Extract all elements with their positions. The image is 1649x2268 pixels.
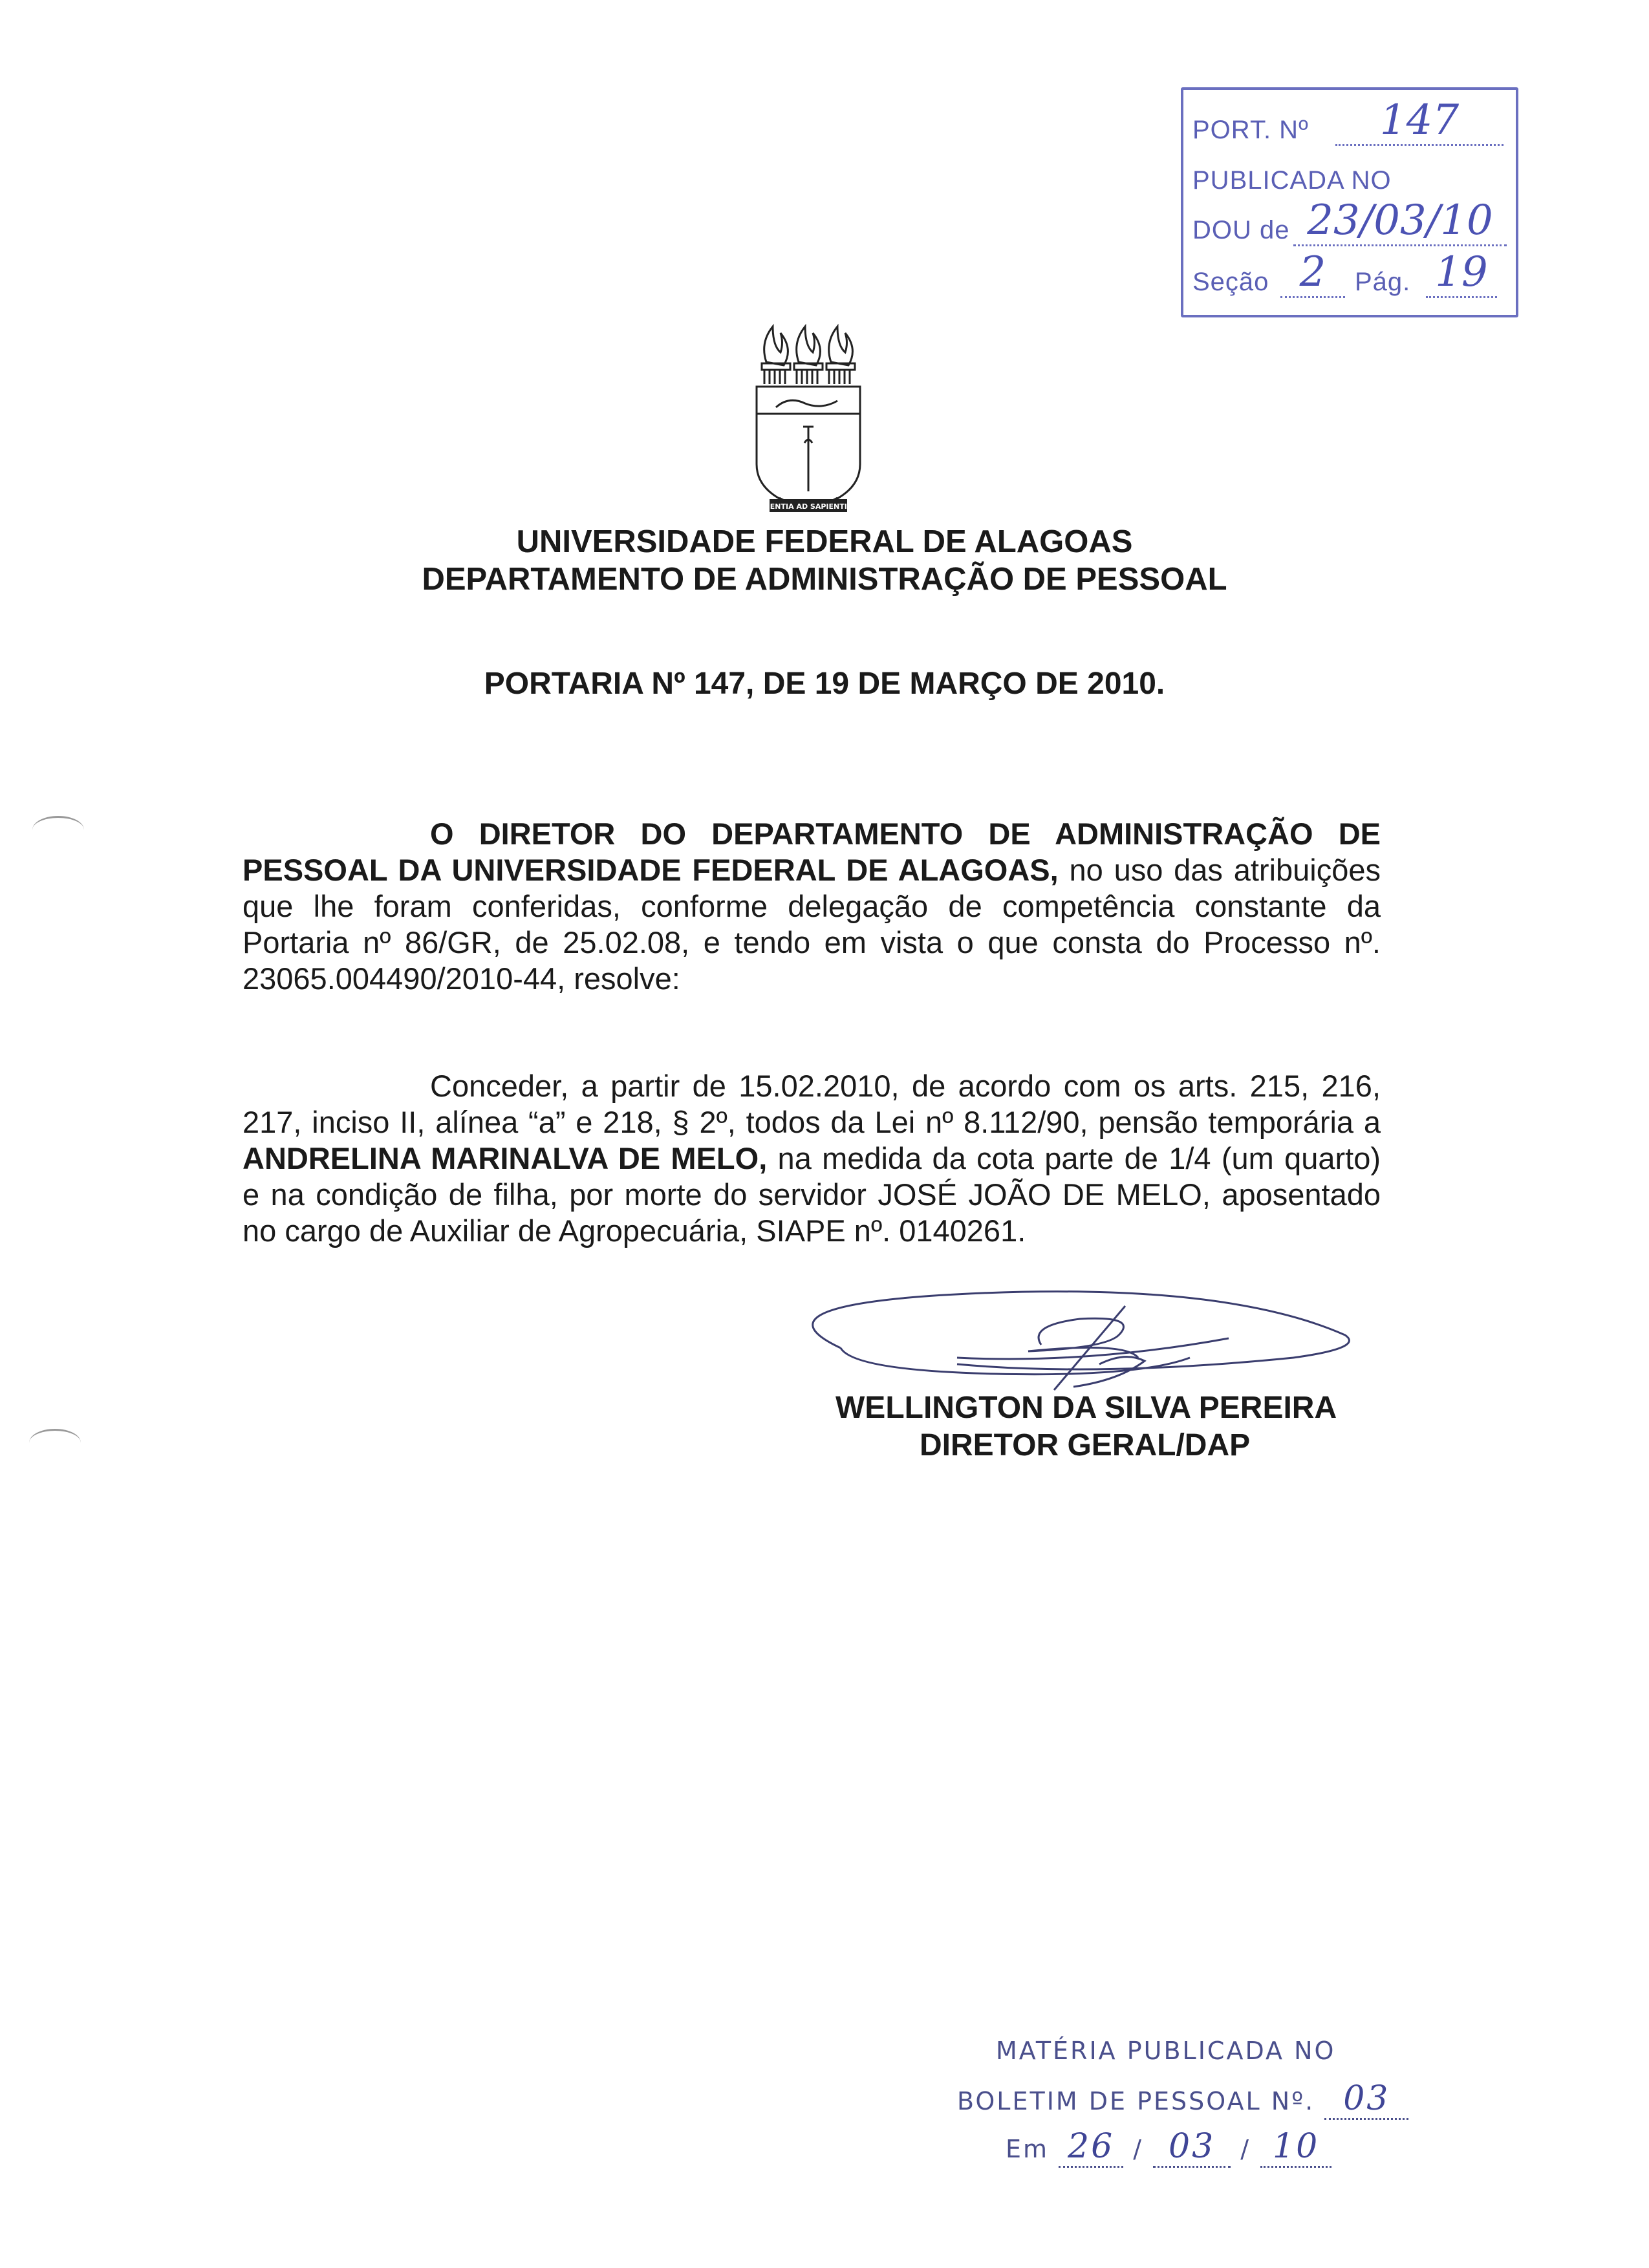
publicada-label: PUBLICADA NO	[1192, 166, 1392, 195]
document-title: PORTARIA Nº 147, DE 19 DE MARÇO DE 2010.	[484, 667, 1165, 701]
punch-hole-mark	[29, 1429, 81, 1457]
secao-value: 2	[1280, 248, 1345, 298]
beneficiary-name: ANDRELINA MARINALVA DE MELO,	[242, 1141, 768, 1175]
handwritten-signature	[763, 1287, 1377, 1403]
department-name: DEPARTAMENTO DE ADMINISTRAÇÃO DE PESSOAL	[422, 562, 1227, 597]
preamble-text: no uso das atribuições que lhe foram conferidas, conforme delegação de competência constante da Portaria nº 86/GR, de 25.02.08, e tendo em vista o que consta do Processo nº. 23065.004490/2010-44, resolve:	[242, 853, 1381, 996]
port-label: PORT. Nº	[1192, 116, 1309, 144]
bulletin-stamp: MATÉRIA PUBLICADA NO BOLETIM DE PESSOAL Nº. 03 Em 26 / 03 / 10	[957, 2037, 1371, 2172]
date-month: 03	[1153, 2127, 1231, 2168]
preamble-bold-lead: O DIRETOR DO DEPARTAMENTO DE ADMINISTRAÇÃO DE PESSOAL DA UNIVERSIDADE FEDERAL DE ALAGOAS,	[242, 817, 1381, 887]
resolution-text-part1: Conceder, a partir de 15.02.2010, de acordo com os arts. 215, 216, 217, inciso II, alínea “a” e 218, § 2º, todos da Lei nº 8.112/90, pensão temporária a	[242, 1069, 1381, 1139]
date-year: 10	[1260, 2127, 1331, 2168]
university-crest-logo	[750, 317, 867, 517]
pag-label: Pág.	[1355, 268, 1411, 296]
signatory-role: DIRETOR GERAL/DAP	[920, 1428, 1251, 1462]
university-name: UNIVERSIDADE FEDERAL DE ALAGOAS	[516, 524, 1133, 559]
boletim-value: 03	[1324, 2079, 1408, 2120]
date-day: 26	[1059, 2127, 1123, 2168]
signatory-name: WELLINGTON DA SILVA PEREIRA	[835, 1391, 1337, 1425]
dou-value: 23/03/10	[1293, 197, 1507, 246]
resolution-paragraph	[242, 1068, 1381, 1249]
signature-block	[763, 1287, 1377, 1462]
pag-value: 19	[1426, 248, 1497, 298]
dou-label: DOU de	[1192, 216, 1290, 244]
bulletin-stamp-title: MATÉRIA PUBLICADA NO	[996, 2037, 1336, 2065]
boletim-label: BOLETIM DE PESSOAL Nº.	[957, 2087, 1315, 2115]
secao-label: Seção	[1192, 268, 1269, 296]
punch-hole-mark	[32, 816, 84, 844]
port-value: 147	[1335, 96, 1503, 146]
crest-motto: SCIENTIA AD SAPIENTIAM	[757, 502, 860, 511]
resolution-text-part2: na medida da cota parte de 1/4 (um quarto) e na condição de filha, por morte do servidor JOSÉ JOÃO DE MELO, aposentado no cargo de Auxiliar de Agropecuária, SIAPE nº. 0140261.	[242, 1141, 1381, 1248]
em-label: Em	[1006, 2135, 1050, 2163]
preamble-paragraph	[242, 816, 1381, 997]
publication-stamp	[1181, 87, 1518, 317]
